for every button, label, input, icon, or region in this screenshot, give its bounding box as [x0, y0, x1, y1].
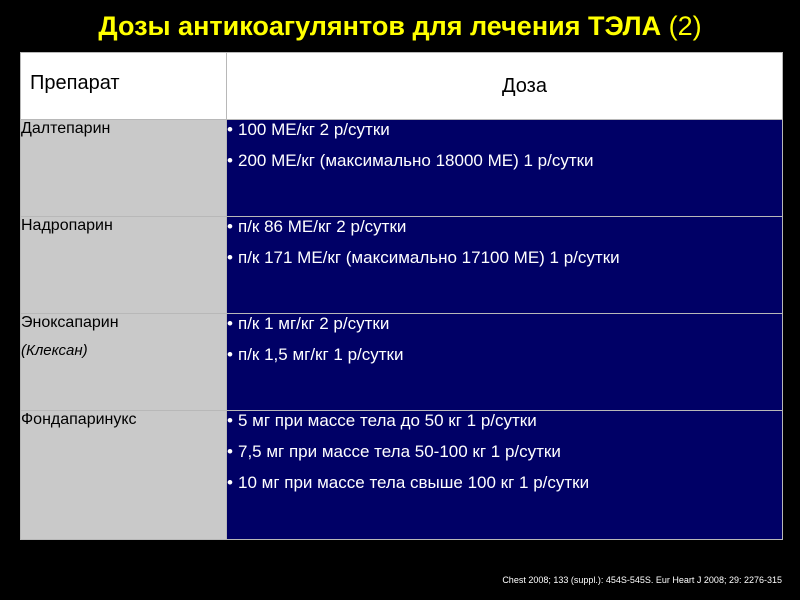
dose-item: • 10 мг при массе тела свыше 100 кг 1 р/сутки [227, 473, 590, 492]
bullet-icon: • [227, 151, 233, 170]
drug-cell [21, 411, 227, 540]
drug-cell [21, 314, 227, 411]
slide-title [0, 8, 800, 44]
dose-item: • п/к 1,5 мг/кг 1 р/сутки [227, 345, 404, 364]
bullet-icon: • [227, 411, 233, 430]
bullet-icon: • [227, 473, 233, 492]
dose-item: • 5 мг при массе тела до 50 кг 1 р/сутки [227, 411, 537, 430]
drug-name: Фондапаринукс [21, 411, 137, 428]
bullet-icon: • [227, 442, 233, 461]
drug-name: Эноксапарин [21, 314, 119, 331]
drug-name: Далтепарин [21, 120, 111, 137]
dose-list [227, 217, 782, 268]
drug-brand-note: (Клексан) [21, 342, 88, 359]
dose-item: • 7,5 мг при массе тела 50-100 кг 1 р/сутки [227, 442, 561, 461]
bullet-icon: • [227, 248, 233, 267]
table-row [21, 120, 783, 217]
table-row [21, 314, 783, 411]
drug-cell [21, 120, 227, 217]
dose-cell [227, 120, 783, 217]
dose-item: • п/к 86 МЕ/кг 2 р/сутки [227, 217, 407, 236]
table-row [21, 411, 783, 540]
dose-cell [227, 411, 783, 540]
bullet-icon: • [227, 120, 233, 139]
dose-item: • п/к 1 мг/кг 2 р/сутки [227, 314, 390, 333]
dose-list [227, 411, 782, 493]
dose-item: • п/к 171 МЕ/кг (максимально 17100 МЕ) 1 р/сутки [227, 248, 620, 267]
dose-cell [227, 217, 783, 314]
dose-item: • 100 МЕ/кг 2 р/сутки [227, 120, 390, 139]
bullet-icon: • [227, 314, 233, 333]
slide-title-suffix: (2) [668, 11, 702, 41]
dose-list [227, 314, 782, 365]
drug-cell [21, 217, 227, 314]
dose-cell [227, 314, 783, 411]
drug-name: Надропарин [21, 217, 113, 234]
dose-item: • 200 МЕ/кг (максимально 18000 МЕ) 1 р/сутки [227, 151, 594, 170]
bullet-icon: • [227, 217, 233, 236]
drug-column-header: Препарат [21, 53, 227, 120]
dose-list [227, 120, 782, 171]
citation: Chest 2008; 133 (suppl.): 454S-545S. Eur Heart J 2008; 29: 2276-315 [502, 575, 782, 585]
table-row [21, 217, 783, 314]
slide-title-main: Дозы антикоагулянтов для лечения ТЭЛА [98, 11, 662, 41]
bullet-icon: • [227, 345, 233, 364]
table-header-row [21, 53, 783, 120]
dose-table [20, 52, 783, 540]
dose-column-header: Доза [227, 53, 783, 120]
